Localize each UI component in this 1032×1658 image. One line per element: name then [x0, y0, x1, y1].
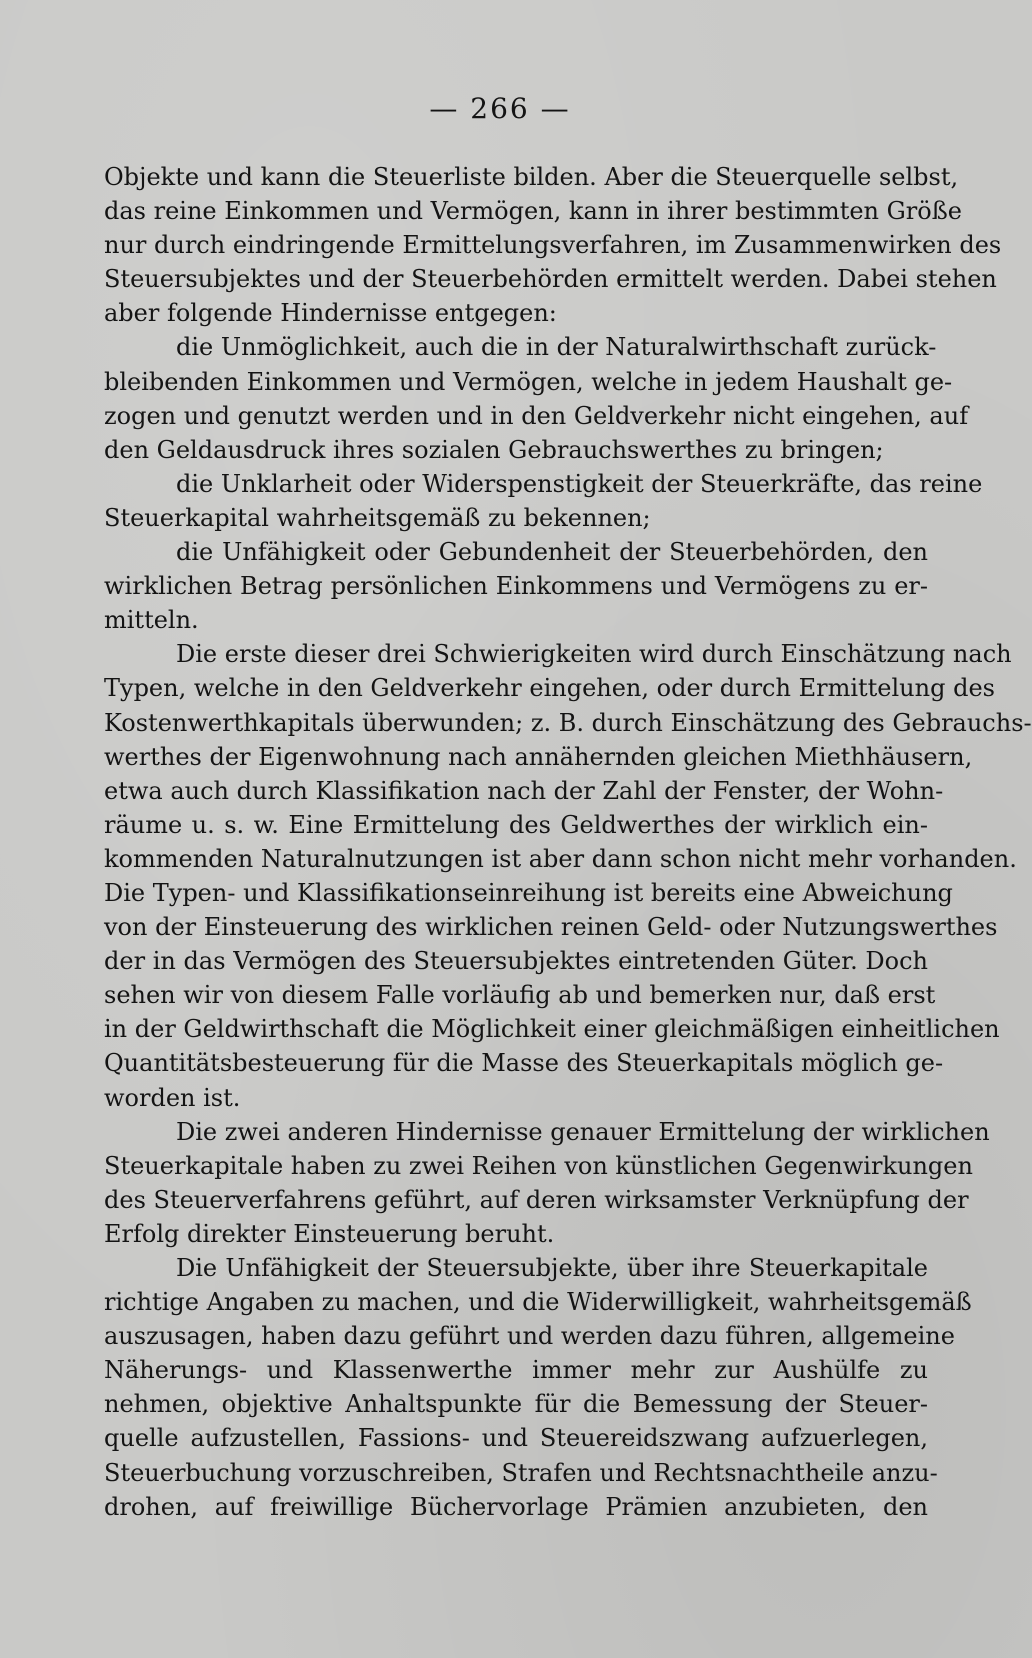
- text-line: Steuerkapitale haben zu zwei Reihen von künstlichen Gegenwirkungen: [104, 1151, 973, 1180]
- body-text: [104, 160, 1032, 1524]
- text-line: die Unklarheit oder Widerspenstigkeit der Steuerkräfte, das reine: [176, 469, 983, 498]
- text-line: richtige Angaben zu machen, und die Widerwilligkeit, wahrheitsgemäß: [104, 1288, 972, 1317]
- text-line: Näherungs- und Klassenwerthe immer mehr zur Aushülfe zu: [104, 1356, 928, 1385]
- text-line: aber folgende Hindernisse entgegen:: [104, 299, 557, 328]
- text-line: das reine Einkommen und Vermögen, kann in ihrer bestimmten Größe: [104, 197, 962, 226]
- text-line: drohen, auf freiwillige Büchervorlage Prämien anzubieten, den: [104, 1492, 928, 1521]
- text-line: in der Geldwirthschaft die Möglichkeit einer gleichmäßigen einheitlichen: [104, 1015, 1000, 1044]
- text-line: Die Typen- und Klassifikationseinreihung ist bereits eine Abweichung: [104, 878, 953, 907]
- text-line: Steuerkapital wahrheitsgemäß zu bekennen;: [104, 503, 651, 532]
- text-line: Steuersubjektes und der Steuerbehörden ermittelt werden. Dabei stehen: [104, 265, 997, 294]
- text-line: mitteln.: [104, 606, 199, 635]
- text-line: Steuerbuchung vorzuschreiben, Strafen und Rechtsnachtheile anzu-: [104, 1458, 938, 1487]
- text-line: räume u. s. w. Eine Ermittelung des Geldwerthes der wirklich ein-: [104, 810, 928, 839]
- text-line: wirklichen Betrag persönlichen Einkommens und Vermögens zu er-: [104, 572, 928, 601]
- text-line: Die erste dieser drei Schwierigkeiten wird durch Einschätzung nach: [176, 640, 1012, 669]
- text-line: Typen, welche in den Geldverkehr eingehen, oder durch Ermittelung des: [104, 674, 995, 703]
- text-line: Die Unfähigkeit der Steuersubjekte, über ihre Steuerkapitale: [176, 1254, 928, 1282]
- text-line: Erfolg direkter Einsteuerung beruht.: [104, 1219, 555, 1248]
- text-line: nehmen, objektive Anhaltspunkte für die Bemessung der Steuer-: [104, 1390, 928, 1419]
- text-line: auszusagen, haben dazu geführt und werden dazu führen, allgemeine: [104, 1322, 955, 1351]
- text-line: etwa auch durch Klassifikation nach der Zahl der Fenster, der Wohn-: [104, 776, 944, 805]
- text-line: Kostenwerthkapitals überwunden; z. B. durch Einschätzung des Gebrauchs-: [104, 708, 1032, 737]
- text-line: der in das Vermögen des Steuersubjektes eintretenden Güter. Doch: [104, 947, 928, 976]
- text-line: Quantitätsbesteuerung für die Masse des Steuerkapitals möglich ge-: [104, 1049, 944, 1078]
- text-line: nur durch eindringende Ermittelungsverfahren, im Zusammenwirken des: [104, 231, 1002, 260]
- text-line: von der Einsteuerung des wirklichen reinen Geld- oder Nutzungswerthes: [104, 913, 998, 942]
- text-line: werthes der Eigenwohnung nach annähernden gleichen Miethhäusern,: [104, 742, 973, 771]
- text-line: worden ist.: [104, 1083, 241, 1112]
- text-line: des Steuerverfahrens geführt, auf deren wirksamster Verknüpfung der: [104, 1185, 969, 1214]
- text-line: Die zwei anderen Hindernisse genauer Ermittelung der wirklichen: [176, 1117, 990, 1146]
- text-line: zogen und genutzt werden und in den Geldverkehr nicht eingehen, auf: [104, 401, 969, 430]
- text-line: den Geldausdruck ihres sozialen Gebrauchswerthes zu bringen;: [104, 435, 884, 464]
- text-line: die Unmöglichkeit, auch die in der Naturalwirthschaft zurück-: [176, 333, 937, 362]
- page-number: — 266 —: [429, 92, 571, 125]
- text-line: bleibenden Einkommen und Vermögen, welche in jedem Haushalt ge-: [104, 367, 953, 396]
- text-line: kommenden Naturalnutzungen ist aber dann schon nicht mehr vorhanden.: [104, 844, 1017, 873]
- text-line: sehen wir von diesem Falle vorläufig ab und bemerken nur, daß erst: [104, 981, 936, 1010]
- text-line: die Unfähigkeit oder Gebundenheit der Steuerbehörden, den: [176, 538, 928, 567]
- text-line: Objekte und kann die Steuerliste bilden. Aber die Steuerquelle selbst,: [104, 163, 959, 191]
- text-line: quelle aufzustellen, Fassions- und Steuereidszwang aufzuerlegen,: [104, 1424, 928, 1453]
